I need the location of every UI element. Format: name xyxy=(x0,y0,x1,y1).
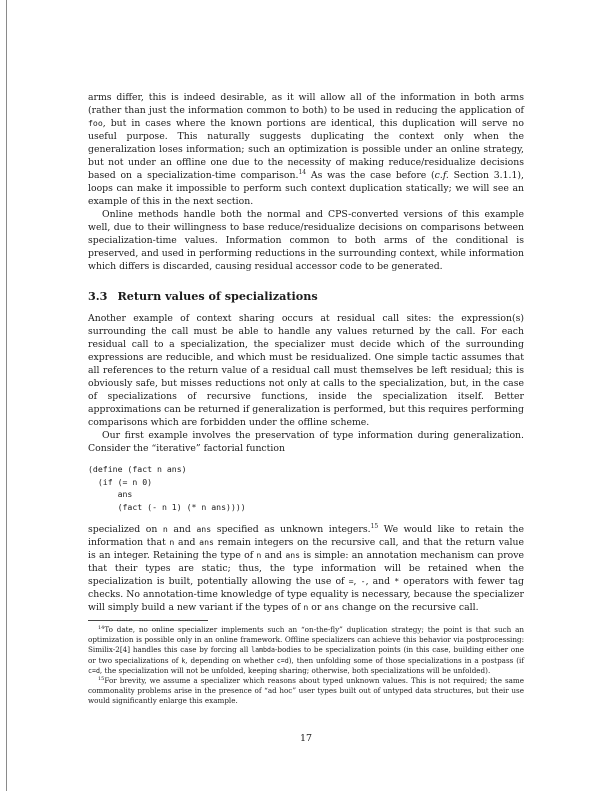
code-line: (fact (- n 1) (* n ans)))) xyxy=(88,501,246,512)
page-binding-edge xyxy=(6,0,7,791)
paragraph-context-duplication: arms differ, this is indeed desirable, as it will allow all of the information in both arms (rather than just the information common to both) to be used in reducing the application of foo, but in cases where the known portions are identical, this duplication will serve no useful purpose. This naturally suggests duplicating the context only when the generalization loses information; such an optimization is possible under an online strategy, but not under an offline one due to the necessity of making reduce/residualize decisions based on a specialization-time comparison.$^{14}$ As was the case before (c.f. Section 3.1.1), loops can make it impossible to perform such context duplication statically; we will see an example of this in the next section. xyxy=(88,92,524,207)
code-line: ans xyxy=(88,489,133,499)
code-line: (define (fact n ans) xyxy=(88,464,187,474)
paragraph-online-methods: Online methods handle both the normal and CPS-converted versions of this example well, due to their willingness to base reduce/residualize decisions on comparisons between specialization-time values. Information common to both arms of the conditional is preserved, and used in performing reductions in the surrounding context, while information which differs is discarded, causing residual accessor code to be generated. xyxy=(88,209,524,272)
paragraph-first-example: Our first example involves the preservation of type information during generalization. Consider the “iterative” factorial function xyxy=(88,430,524,454)
section-heading xyxy=(88,289,524,303)
footnote-ref-14: 14 xyxy=(298,169,307,176)
footnote-15: $^{15}$For brevity, we assume a specializer which reasons about typed unknown values. This is not required; the same commonality problems arise in the presence of “ad hoc” user types built out of untyped data structures, but their use would significantly enlarge this example. xyxy=(88,676,524,706)
paragraph-type-information: specialized on n and ans specified as unknown integers.$^{15}$ We would like to retain the information that n and ans remain integers on the recursive call, and that the return value is an integer. Retaining the type of n and ans is simple: an annotation mechanism can prove that their types are static; thus, the type information will be retained when the specialization is built, potentially allowing the use of =, -, and * operators with fewer tag checks. No annotation-time knowledge of type equality is necessary, because the specializer will simply build a new variant if the types of n or ans change on the recursive call. xyxy=(88,523,524,613)
code-block-fact xyxy=(88,463,524,513)
footnote-ref-15: 15 xyxy=(370,523,379,530)
cf-abbrev: c.f. xyxy=(434,170,449,181)
page-number: 17 xyxy=(299,733,313,744)
code-line: (if (= n 0) xyxy=(88,476,153,487)
footnote-14: $^{14}$To date, no online specializer implements such an “on-the-fly” duplication strategy; the point is that such an optimization is possible only in an online framework. Offline specializers can achieve this behavior via postprocessing: Similix-2[4] handles this case by forcing all lambda-bodies to be specialization points (in this case, building either one or two specializations of k, depending on whether c=d), then unfolding some of those specializations in a postpass (if c=d, the specialization will not be unfolded, keeping sharing; otherwise, both specializations will be unfolded). xyxy=(88,625,525,675)
page-body xyxy=(88,91,524,707)
footnote-divider xyxy=(88,620,208,621)
paragraph-residual-call-sites: Another example of context sharing occurs at residual call sites: the expression(s) surrounding the call must be able to handle any values returned by the call. For each residual call to a specialization, the specializer must decide which of the surrounding expressions are reducible, and which must be residualized. One simple tactic assumes that all references to the return value of a residual call must themselves be left residual; this is obviously safe, but misses reductions not only at calls to the specialization, but, in the case of specializations of recursive functions, inside the specialization itself. Better approximations can be returned if generalization is performed, but this requires performing comparisons which are forbidden under the offline scheme. xyxy=(88,313,524,428)
code-foo: foo xyxy=(88,118,103,128)
section-number: 3.3 xyxy=(88,289,108,303)
section-title: Return values of specializations xyxy=(117,289,318,303)
